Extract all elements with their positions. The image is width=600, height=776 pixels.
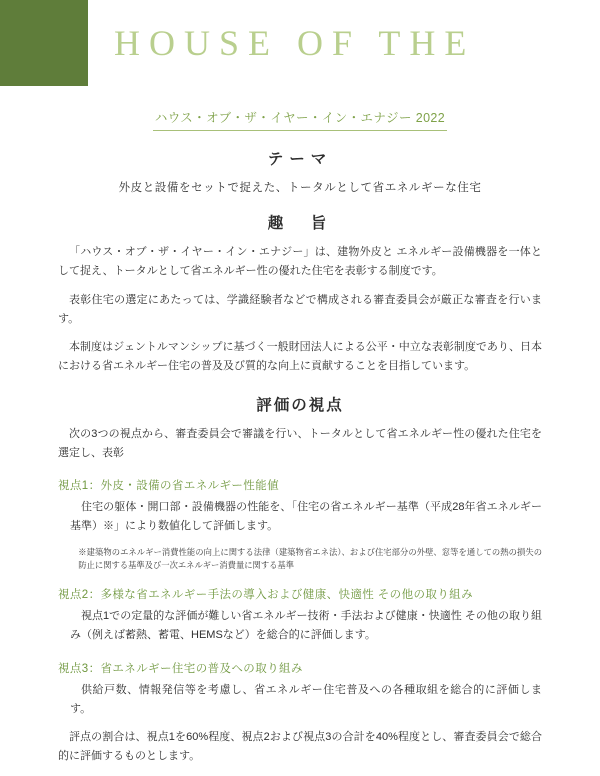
view-1-heading: 視点1：外皮・設備の省エネルギー性能値 <box>58 480 279 492</box>
view-2-body-block <box>58 607 542 646</box>
award-subtitle: ハウス・オブ・ザ・イヤー・イン・エナジー 2022 <box>153 108 447 131</box>
document-content <box>0 147 600 767</box>
purpose-paragraph-2: 表彰住宅の選定にあたっては、学識経験者などで構成される審査委員会が厳正な審査を行います。 <box>58 293 542 325</box>
view-3-heading: 視点3：省エネルギー住宅の普及への取り組み <box>58 662 303 675</box>
banner-title-area <box>88 0 600 86</box>
view-3-body-block <box>58 681 542 720</box>
purpose-paragraph-1: 「ハウス・オブ・ザ・イヤー・イン・エナジー」は、建物外皮と エネルギー設備機器を一体として捉え、トータルとして省エネルギー性の優れた住宅を表彰する制度です。 <box>58 246 542 278</box>
banner-title: HOUSE OF THE <box>114 23 476 63</box>
evaluation-intro: 次の3つの視点から、審査委員会で審議を行い、トータルとして省エネルギー性の優れた住宅を選定し、表彰 <box>58 427 542 459</box>
view-1-note: ※建築物のエネルギー消費性能の向上に関する法律（建築物省エネ法）、および住宅部分の外壁、窓等を通しての熱の損失の防止に関する基準及び一次エネルギー消費量に関する基準 <box>78 546 542 570</box>
view-2-body: 視点1での定量的な評価が難しい省エネルギー技術・手法および健康・快適性 その他の取り組み（例えば蓄熱、蓄電、HEMSなど）を総合的に評価します。 <box>70 610 542 642</box>
evaluation-closing: 評点の割合は、視点1を60%程度、視点2および視点3の合計を40%程度とし、審査委員会で総合的に評価するものとします。 <box>58 731 542 763</box>
view-3-body: 供給戸数、情報発信等を考慮し、省エネルギー住宅普及への各種取組を総合的に評価します。 <box>70 683 542 715</box>
page-banner <box>0 0 600 86</box>
award-subtitle-wrap <box>0 108 600 131</box>
banner-color-block <box>0 0 88 86</box>
theme-heading: テーマ <box>267 151 333 168</box>
view-2-heading: 視点2：多様な省エネルギー手法の導入および健康、快適性 その他の取り組み <box>58 589 473 602</box>
view-1-body: 住宅の躯体・開口部・設備機器の性能を、「住宅の省エネルギー基準（平成28年省エネルギー基準）※」により数値化して評価します。 <box>70 501 542 533</box>
theme-line: 外皮と設備をセットで捉えた、トータルとして省エネルギーな住宅 <box>118 182 482 194</box>
evaluation-heading: 評価の視点 <box>256 396 344 414</box>
purpose-paragraph-3: 本制度はジェントルマンシップに基づく一般財団法人による公平・中立な表彰制度であり、日本における省エネルギー住宅の普及及び質的な向上に貢献することを目指しています。 <box>58 341 542 373</box>
purpose-heading: 趣 旨 <box>267 215 333 232</box>
view-1-body-block <box>58 498 542 572</box>
